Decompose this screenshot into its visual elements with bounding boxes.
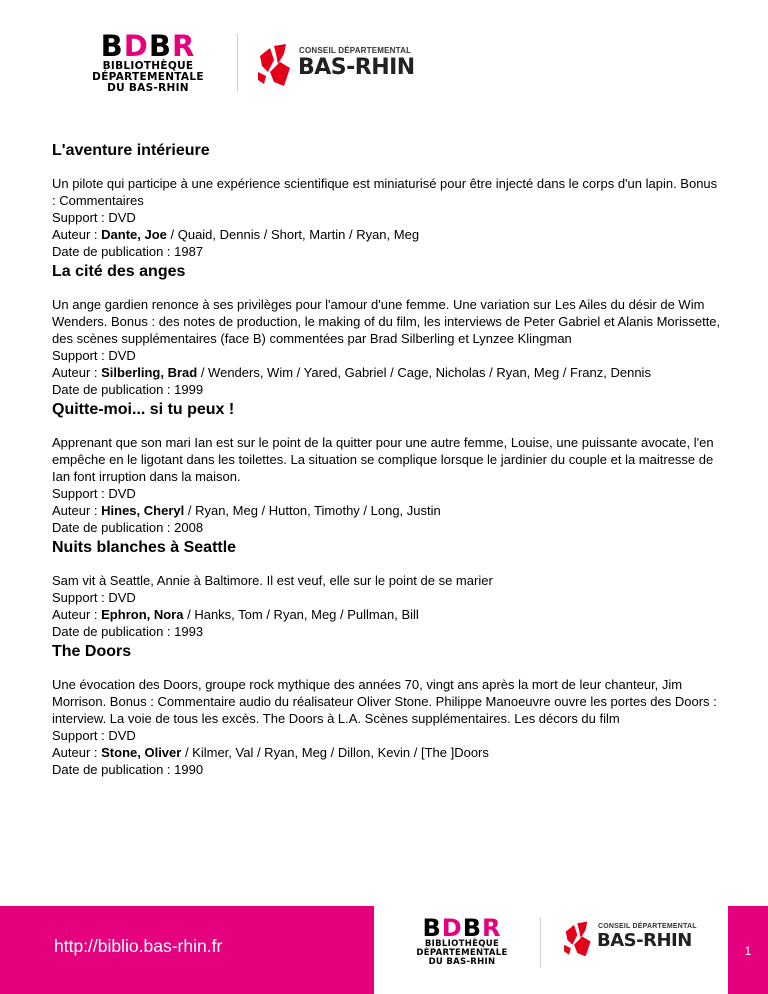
record-author: Auteur : Hines, Cheryl / Ryan, Meg / Hutton, Timothy / Long, Justin	[52, 503, 441, 518]
bdbr-logo-line-2: DÉPARTEMENTALE	[92, 71, 204, 83]
logo-divider	[237, 34, 238, 92]
record-list	[52, 141, 722, 780]
record-item	[52, 262, 722, 398]
record-support: Support : DVD	[52, 590, 136, 605]
record-main-author: Dante, Joe	[101, 227, 167, 242]
page-footer	[0, 906, 768, 994]
footer-bdbr-logo-line-1: BIBLIOTHÈQUE	[424, 939, 500, 949]
record-item	[52, 141, 722, 260]
footer-logo-panel	[374, 906, 728, 994]
record-author: Auteur : Stone, Oliver / Kilmer, Val / Ryan, Meg / Dillon, Kevin / [The ]Doors	[52, 745, 489, 760]
conseil-departemental-label: CONSEIL DÉPARTEMENTAL	[299, 46, 412, 55]
record-support: Support : DVD	[52, 486, 136, 501]
footer-url-link[interactable]: http://biblio.bas-rhin.fr	[54, 936, 223, 956]
footer-bdbr-logo-title: BDBR	[422, 914, 502, 942]
record-date: Date de publication : 1993	[52, 624, 204, 639]
record-date: Date de publication : 2008	[52, 520, 204, 535]
page-number: 1	[744, 944, 752, 958]
record-summary: Sam vit à Seattle, Annie à Baltimore. Il est veuf, elle sur le point de se marier	[52, 573, 493, 588]
bas-rhin-label: BAS-RHIN	[298, 55, 415, 80]
record-item	[52, 400, 722, 536]
record-main-author: Ephron, Nora	[101, 607, 184, 622]
footer-conseil-departemental-logo	[562, 920, 712, 960]
record-title: Quitte-moi... si tu peux !	[52, 401, 235, 418]
record-main-author: Stone, Oliver	[101, 745, 182, 760]
footer-conseil-departemental-label: CONSEIL DÉPARTEMENTAL	[598, 923, 697, 930]
record-author: Auteur : Silberling, Brad / Wenders, Wim / Yared, Gabriel / Cage, Nicholas / Ryan, Meg / Franz, Dennis	[52, 365, 651, 380]
footer-bdbr-logo	[406, 916, 518, 967]
record-title: The Doors	[52, 643, 132, 660]
bdbr-logo-title: BDBR	[100, 29, 196, 63]
record-summary: Un ange gardien renonce à ses privilèges pour l'amour d'une femme. Une variation sur Les Ailes du désir de Wim Wenders. Bonus : des notes de production, le making of du film, les interviews de Peter Gabriel et Alanis Morissette, des scènes supplémentaires (face B) commentées par Brad Silberling et Lynzee Klingman	[52, 297, 721, 346]
footer-logo-divider	[540, 918, 541, 968]
record-date: Date de publication : 1987	[52, 244, 204, 259]
record-author: Auteur : Ephron, Nora / Hanks, Tom / Ryan, Meg / Pullman, Bill	[52, 607, 419, 622]
record-summary: Une évocation des Doors, groupe rock mythique des années 70, vingt ans après la mort de leur chanteur, Jim Morrison. Bonus : Commentaire audio du réalisateur Oliver Stone. Philippe Manoeuvre ouvre les portes des Doors : interview. La voie de tous les excès. The Doors à L.A. Scènes supplémentaires. Les décors du film	[52, 677, 717, 726]
record-title: L'aventure intérieure	[52, 142, 210, 159]
page-header	[0, 0, 768, 110]
footer-bas-rhin-label: BAS-RHIN	[597, 930, 692, 951]
record-support: Support : DVD	[52, 728, 136, 743]
record-main-author: Hines, Cheryl	[101, 503, 185, 518]
conseil-departemental-logo	[256, 42, 426, 90]
record-title: Nuits blanches à Seattle	[52, 539, 237, 556]
record-date: Date de publication : 1990	[52, 762, 204, 777]
record-item	[52, 642, 722, 778]
bdbr-logo	[78, 29, 218, 94]
footer-bdbr-logo-line-3: DU BAS-RHIN	[428, 957, 496, 967]
bas-rhin-emblem-icon	[256, 42, 296, 88]
record-author: Auteur : Dante, Joe / Quaid, Dennis / Short, Martin / Ryan, Meg	[52, 227, 420, 242]
bdbr-logo-line-1: BIBLIOTHÈQUE	[102, 60, 194, 72]
record-main-author: Silberling, Brad	[101, 365, 198, 380]
footer-bas-rhin-emblem-icon	[562, 920, 596, 958]
record-support: Support : DVD	[52, 348, 136, 363]
record-title: La cité des anges	[52, 263, 186, 280]
record-support: Support : DVD	[52, 210, 136, 225]
record-summary: Un pilote qui participe à une expérience scientifique est miniaturisé pour être injecté dans le corps d'un lapin. Bonus : Commentaires	[52, 176, 718, 208]
bdbr-logo-line-3: DU BAS-RHIN	[107, 82, 189, 94]
footer-bdbr-logo-line-2: DÉPARTEMENTALE	[416, 948, 508, 958]
record-item	[52, 538, 722, 640]
record-date: Date de publication : 1999	[52, 382, 204, 397]
record-summary: Apprenant que son mari Ian est sur le point de la quitter pour une autre femme, Louise, une puissante avocate, l'en empêche en le ligotant dans les toilettes. La situation se complique lorsque le jardinier du couple et la maitresse de Ian font irruption dans la maison.	[52, 435, 714, 484]
